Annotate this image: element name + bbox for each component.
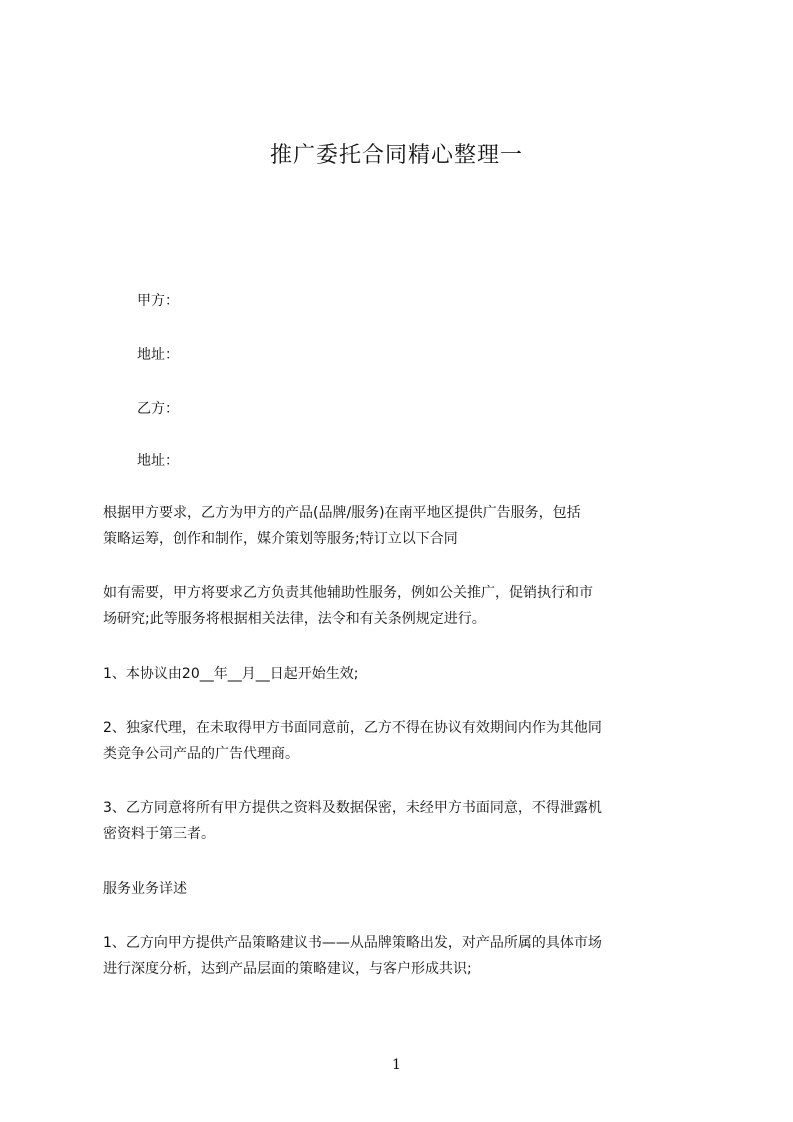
- party-a-address-label: 地址：: [137, 347, 179, 363]
- section-heading-service-details: [103, 876, 703, 902]
- paragraph-line: 类竞争公司产品的广告代理商。: [103, 746, 299, 762]
- party-a-label: 甲方：: [137, 293, 179, 309]
- page-number: 1: [392, 1057, 401, 1073]
- party-b-address-label: 地址：: [137, 453, 179, 469]
- party-b-label: 乙方：: [137, 401, 179, 417]
- paragraph-line: 1、本协议由20__年__月__日起开始生效;: [103, 666, 359, 682]
- clause-strategy-proposal: [103, 930, 703, 982]
- paragraph-line: 策略运筹，创作和制作，媒介策划等服务;特订立以下合同: [103, 531, 458, 547]
- paragraph-line: 1、乙方向甲方提供产品策略建议书——从品牌策略出发，对产品所属的具体市场: [103, 935, 602, 951]
- paragraph-auxiliary-services: [103, 580, 703, 632]
- paragraph-line: 场研究;此等服务将根据相关法律，法令和有关条例规定进行。: [103, 611, 486, 627]
- paragraph-line: 2、独家代理，在未取得甲方书面同意前，乙方不得在协议有效期间内作为其他同: [103, 720, 602, 736]
- paragraph-line: 根据甲方要求，乙方为甲方的产品(品牌/服务)在南平地区提供广告服务，包括: [103, 505, 581, 521]
- clause-effective-date: [103, 661, 703, 687]
- clause-exclusive-agency: [103, 715, 703, 767]
- paragraph-line: 密资料于第三者。: [103, 826, 215, 842]
- paragraph-line: 3、乙方同意将所有甲方提供之资料及数据保密，未经甲方书面同意，不得泄露机: [103, 800, 602, 816]
- clause-confidentiality: [103, 795, 703, 847]
- paragraph-line: 如有需要，甲方将要求乙方负责其他辅助性服务，例如公关推广，促销执行和市: [103, 585, 593, 601]
- paragraph-line: 进行深度分析，达到产品层面的策略建议，与客户形成共识;: [103, 961, 472, 977]
- paragraph-line: 服务业务详述: [103, 881, 187, 897]
- paragraph-service-scope: [103, 500, 703, 552]
- document-title: 推广委托合同精心整理一: [269, 143, 523, 168]
